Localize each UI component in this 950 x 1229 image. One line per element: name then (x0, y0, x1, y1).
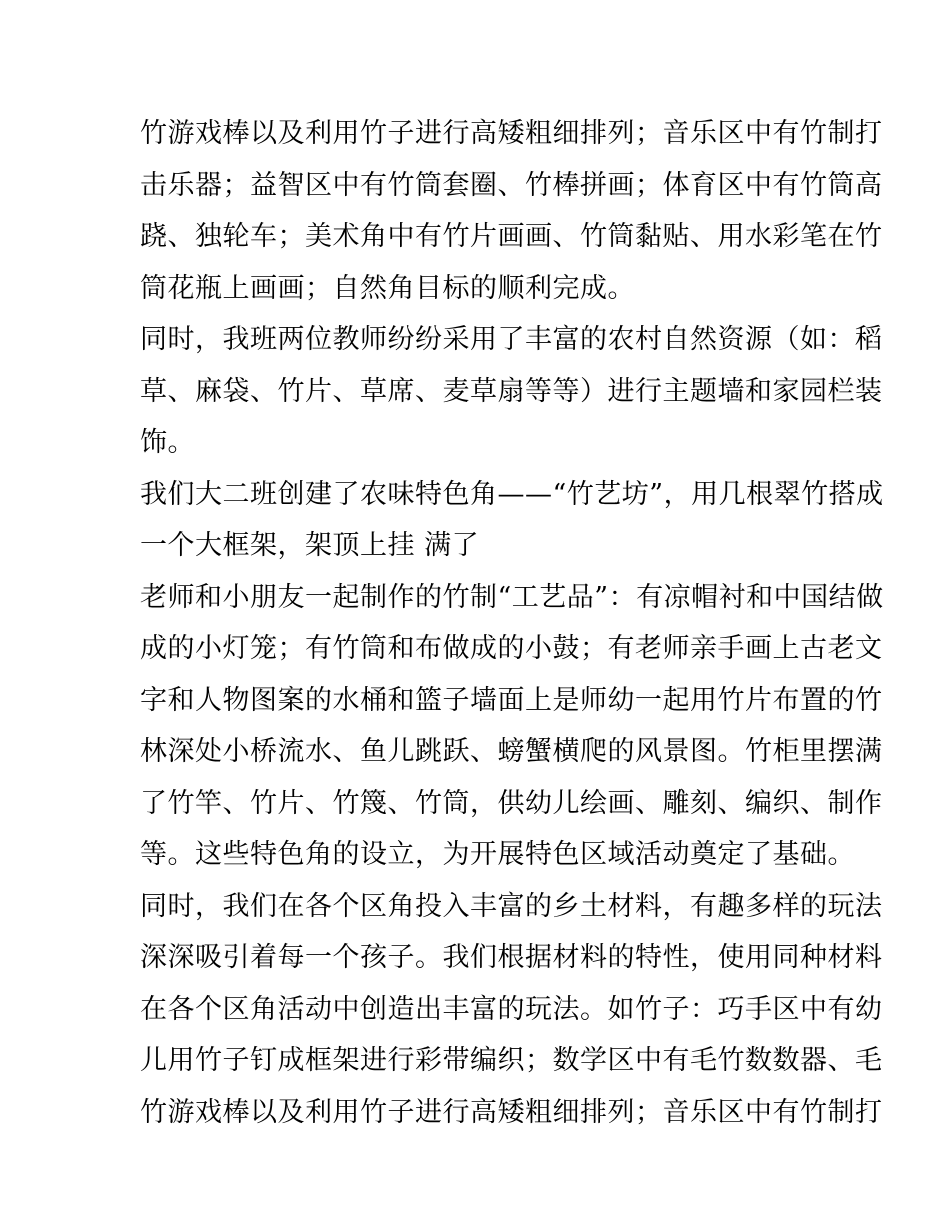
text-line: 同时，我班两位教师纷纷采用了丰富的农村自然资源（如：稻 (140, 324, 883, 355)
text-line: 深深吸引着每一个孩子。我们根据材料的特性，使用同种材料 (140, 942, 883, 973)
text-line: 击乐器；益智区中有竹筒套圈、竹棒拼画；体育区中有竹筒高 (140, 169, 883, 201)
text-line: 字和人物图案的水桶和篮子墙面上是师幼一起用竹片布置的竹 (140, 684, 883, 716)
text-line: 饰。 (140, 427, 195, 458)
text-line: 老师和小朋友一起制作的竹制“工艺品”：有凉帽衬和中国结做 (140, 581, 884, 613)
text-line: 儿用竹子钉成框架进行彩带编织；数学区中有毛竹数数器、毛 (140, 1045, 883, 1076)
text-line: 跷、独轮车；美术角中有竹片画画、竹筒黏贴、用水彩笔在竹 (140, 221, 883, 252)
text-line: 我们大二班创建了农味特色角——“竹艺坊”，用几根翠竹搭成 (140, 478, 884, 510)
text-line: 筒花瓶上画画；自然角目标的顺利完成。 (140, 272, 635, 304)
text-line: 成的小灯笼；有竹筒和布做成的小鼓；有老师亲手画上古老文 (140, 633, 883, 664)
text-line: 林深处小桥流水、鱼儿跳跃、螃蟹横爬的风景图。竹柜里摆满 (140, 736, 883, 767)
text-line: 竹游戏棒以及利用竹子进行高矮粗细排列；音乐区中有竹制打 (140, 118, 883, 149)
text-line: 了竹竿、竹片、竹篾、竹筒，供幼儿绘画、雕刻、编织、制作 (140, 787, 883, 819)
text-line: 同时，我们在各个区角投入丰富的乡土材料，有趣多样的玩法 (140, 890, 883, 922)
text-line: 竹游戏棒以及利用竹子进行高矮粗细排列；音乐区中有竹制打 (140, 1096, 883, 1128)
text-line: 等。这些特色角的设立，为开展特色区域活动奠定了基础。 (140, 839, 855, 870)
text-line: 在各个区角活动中创造出丰富的玩法。如竹子：巧手区中有幼 (140, 993, 883, 1025)
text-line: 一个大框架，架顶上挂 满了 (140, 530, 480, 561)
text-line: 草、麻袋、竹片、草席、麦草扇等等）进行主题墙和家园栏装 (140, 375, 883, 407)
